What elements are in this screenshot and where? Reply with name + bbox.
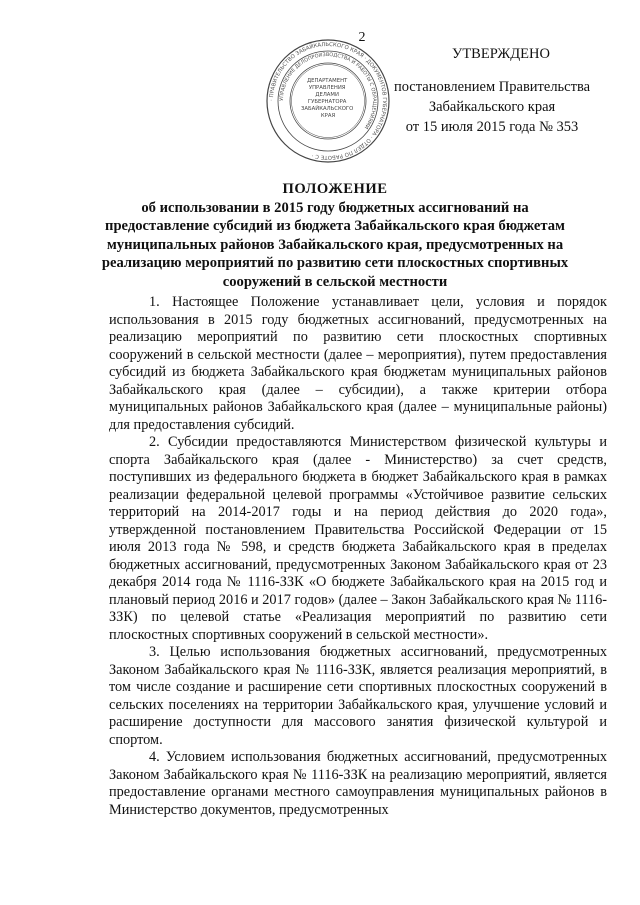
document-title: ПОЛОЖЕНИЕ [282, 181, 388, 197]
approval-block [372, 44, 612, 137]
document-body [109, 294, 607, 819]
page-number: 2 [358, 30, 366, 45]
paragraph-2: 2. Субсидии предоставляются Министерством физической культуры и спорта Забайкальского края (далее - Министерство) за счет средств, поступивших из федерального бюджета в бюджет Забайкальского края в рамках реализации федеральной целевой программы «Устойчивое развитие сельских территорий на 2014-2017 годы и на период действия до 2020 года», утвержденной постановлением Правительства Российской Федерации от 15 июля 2013 года № 598, и средств бюджета Забайкальского края в пределах бюджетных ассигнований, предусмотренных Законом Забайкальского края от 23 декабря 2014 года № 1116-ЗЗК «О бюджете Забайкальского края на 2015 год и плановый период 2016 и 2017 годов» (далее – Закон Забайкальского края № 1116-ЗЗК) по целевой статье «Реализация мероприятий по развитию сети плоскостных спортивных сооружений в сельской местности». [109, 434, 608, 643]
approval-line-1: постановлением Правительства [393, 79, 591, 95]
svg-text:УПРАВЛЕНИЕ ДЕЛОПРОИЗВОДСТВА И: УПРАВЛЕНИЕ ДЕЛОПРОИЗВОДСТВА И РАБОТЫ С ОБРАЩЕНИЯМИ [278, 51, 378, 130]
stamp-inner-text: ДЕПАРТАМЕНТ УПРАВЛЕНИЯ ДЕЛАМИ ГУБЕРНАТОРА ЗАБАЙКАЛЬСКОГО КРАЯ [301, 78, 354, 119]
approval-line-2: Забайкальского края [428, 99, 556, 115]
document-heading [96, 180, 574, 291]
paragraph-1: 1. Настоящее Положение устанавливает цели, условия и порядок использования в 2015 году бюджетных ассигнований, предусмотренных на реализацию мероприятий по развитию сети плоскостных спортивных сооружений в сельской местности (далее – мероприятия), путем предоставления субсидий из бюджета Забайкальского края бюджетам муниципальных районов Забайкальского края (далее – субсидии), а также критерии отбора муниципальных районов Забайкальского края (далее – муниципальные районы) для предоставления субсидий. [109, 294, 607, 433]
svg-text:· ПРАВИТЕЛЬСТВО ЗАБАЙКАЛЬСКОГО: · ПРАВИТЕЛЬСТВО ЗАБАЙКАЛЬСКОГО КРАЯ · ДОКУМЕНТОВ ГУБЕРНАТОРА · ОТДЕЛ ПО РАБОТЕ С · [268, 41, 388, 161]
approval-line-3: от 15 июля 2015 года № 353 [405, 119, 579, 135]
document-subtitle: об использовании в 2015 году бюджетных ассигнований на предоставление субсидий из бюджета Забайкальского края бюджетам муниципальных районов Забайкальского края, предусмотренных на реализацию мероприятий по развитию сети плоскостных спортивных сооружений в сельской местности [101, 199, 569, 290]
paragraph-3: 3. Целью использования бюджетных ассигнований, предусмотренных Законом Забайкальского края № 1116-ЗЗК, является реализация мероприятий, в том числе создание и расширение сети спортивных плоскостных сооружений в сельских поселениях на территории Забайкальского края, улучшение условий и расширение доступности для массового занятия физической культурой и спортом. [109, 644, 607, 748]
approval-title: УТВЕРЖДЕНО [452, 46, 550, 62]
paragraph-4: 4. Условием использования бюджетных ассигнований, предусмотренных Законом Забайкальского края № 1116-ЗЗК на реализацию мероприятий, является предоставление органами местного самоуправления муниципальных районов в Министерство документов, предусмотренных [109, 749, 607, 818]
